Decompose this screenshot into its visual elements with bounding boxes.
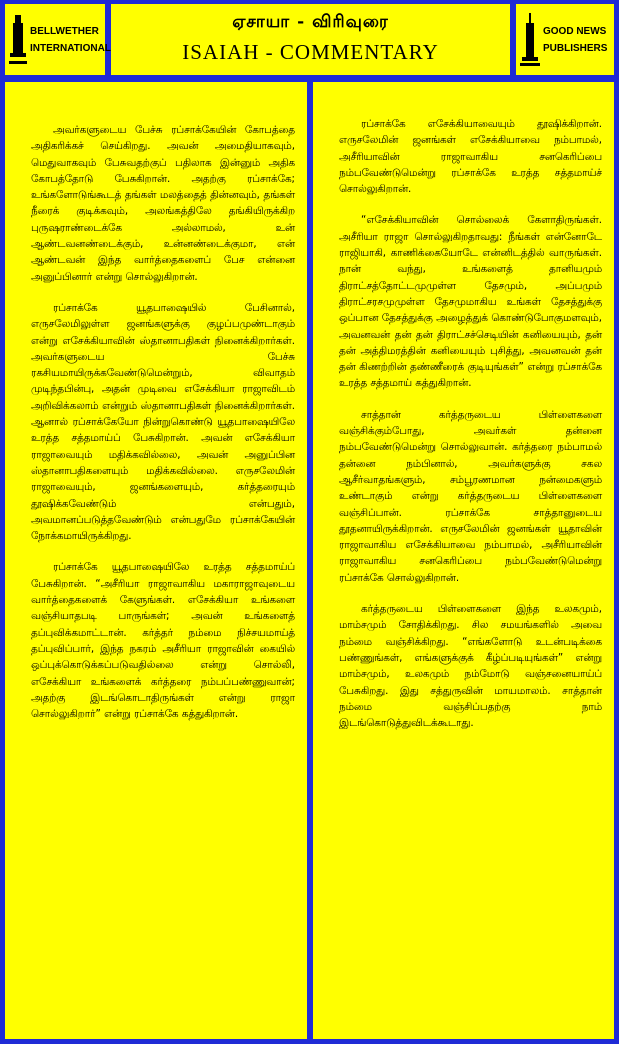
paragraph: ரப்சாக்கே எசேக்கியாவையும் தூஷிக்கிறான். எருசலேமின் ஜனங்கள் எசேக்கியாவை நம்பாமல், அசீரியாவின் ராஜாவாகிய சனகெரிப்பை நம்பவேண்டுமென்று ரப்சாக்கே உரத்த சத்தமாய்ச் சொல்லுகிறான்.	[339, 118, 602, 196]
paragraph: அவர்களுடைய பேச்சு ரப்சாக்கேயின் கோபத்தை அதிகரிக்கச் செய்கிறது. அவன் அமைதியாகவும், மெதுவாகவும் பேசுவதற்குப் பதிலாக இன்னும் அதிக கோபத்தோடு பேசுகிறான். அதற்கு ரப்சாக்கே; உங்களோடுங்கூடத் தங்கள் மலத்தைத் தின்னவும், தங்கள் நீரைக் குடிக்கவும், அலங்கத்திலே தங்கியிருக்கிற புருஷராண்டைக்கே அல்லாமல், உன் ஆண்டவனண்டைக்கும், உன்னண்டைக்குமா, என் ஆண்டவன் இந்த வார்த்தைகளைப் பேச என்னை அனுப்பினார் என்று சொல்லுகிறான்.	[31, 124, 295, 283]
right-column	[313, 82, 614, 1039]
page-header	[111, 4, 510, 75]
bellwether-logo	[5, 4, 111, 75]
paragraph: கர்த்தருடைய பிள்ளைகளை இந்த உலகமும், மாம்சமும் சோதிக்கிறது. சில சமயங்களில் அவை நம்மை வஞ்சிக்கிறது. “எங்களோடு உடன்படிக்கை பண்ணுங்கள், எங்களுக்குக் கீழ்ப்படியுங்கள்” என்று மாம்சமும், உலகமும் நம்மோடு வஞ்சனையாய்ப் பேசுகிறது. இது சத்துருவின் மாயமாலம். சாத்தான் நம்மை வஞ்சிப்பதற்கு நாம் இடங்கொடுத்துவிடக்கூடாது.	[339, 603, 602, 730]
good-news-tower-icon	[520, 11, 540, 69]
title-english: ISAIAH - COMMENTARY	[182, 40, 439, 64]
good-news-logo	[516, 4, 614, 75]
paragraph: “எசேக்கியாவின் சொல்லைக் கேளாதிருங்கள். அசீரியா ராஜா சொல்லுகிறதாவது: நீங்கள் என்னோடே ராஜியாகி, காணிக்கையோடே என்னிடத்தில் வாருங்கள். நான் வந்து, உங்களைத் தானியமும் திராட்சத்தோட்டமுமுள்ள தேசமும், அப்பமும் திராட்சரசமுமுள்ள தேசமுமாகிய உங்கள் தேசத்துக்கு ஒப்பான தேசத்துக்கு அழைத்துக் கொண்டுபோகுமளவும், அவனவன் தன் தன் திராட்சச்செடியின் கனியையும், தன் தன் அத்திமரத்தின் கனியையும் புசித்து, அவனவன் தன் தன் கிணற்றின் தண்ணீரைக் குடியுங்கள்” என்று ரப்சாக்கே உரத்த சத்தமாய் கத்துகிறான்.	[339, 214, 602, 390]
bellwether-ram-icon	[9, 11, 27, 69]
logo-right-line2: PUBLISHERS	[543, 42, 608, 54]
paragraph: சாத்தான் கர்த்தருடைய பிள்ளைகளை வஞ்சிக்கும்போது, அவர்கள் தன்னை நம்பவேண்டுமென்று சொல்லுவான். கர்த்தரை நம்பாமல் தன்னை நம்பினால், அவர்களுக்கு சகல ஆசீர்வாதங்களும், சம்பூரணமான நன்மைகளும் உண்டாகும் என்று கர்த்தருடைய பிள்ளைகளை வஞ்சிப்பான். ரப்சாக்கே சாத்தானுடைய தூதனாயிருக்கிறான். எருசலேமின் ஜனங்கள் யூதாவின் ராஜாவாகிய எசேக்கியாவை நம்பாமல், அசீரியாவின் ராஜாவாகிய சனகெரிப்பை நம்பவேண்டுமென்று ரப்சாக்கே சொல்லுகிறான்.	[339, 408, 602, 584]
logo-left-line2: INTERNATIONAL	[30, 42, 111, 54]
left-column	[5, 82, 307, 1039]
title-tamil: ஏசாயா - விரிவுரை	[232, 12, 389, 32]
paragraph: ரப்சாக்கே யூதபாஷையிலே உரத்த சத்தமாய்ப் பேசுகிறான். “அசீரியா ராஜாவாகிய மகாராஜாவுடைய வார்த்தைகளைக் கேளுங்கள். எசேக்கியா உங்களை வஞ்சியாதபடி பாருங்கள்; அவன் உங்களைத் தப்புவிக்கமாட்டான். கர்த்தர் நம்மை நிச்சயமாய்த் தப்புவிப்பார், இந்த நகரம் அசீரியா ராஜாவின் கையில் ஒப்புக்கொடுக்கப்படுவதில்லை என்று சொல்லி, எசேக்கியா உங்களைக் கர்த்தரை நம்பப்பண்ணுவான்; அதற்கு இடங்கொடாதிருங்கள் என்று ராஜா சொல்லுகிறார்” என்று ரப்சாக்கே கத்துகிறான்.	[31, 561, 295, 721]
paragraph: ரப்சாக்கே யூதபாஷையில் பேசினால், எருசலேமிலுள்ள ஜனங்களுக்கு குழப்பமுண்டாகும் என்று எசேக்கியாவின் ஸ்தானாபதிகள் நினைக்கிறார்கள். அவர்களுடைய பேச்சு ரகசியமாயிருக்கவேண்டுமென்றும், விவாதம் முடிந்தபின்பு, அதன் முடிவை எசேக்கியா ராஜாவிடம் அறிவிக்கலாம் என்றும் ஸ்தானாபதிகள் நினைக்கிறார்கள். ஆனால் ரப்சாக்கேயோ நின்றுகொண்டு யூதபாஷையிலே உரத்த சத்தமாய்ப் பேசுகிறான். அவன் எசேக்கியா ராஜாவையும் மதிக்கவில்லை, அவன் அனுப்பின ஸ்தானாபதிகளையும் மதிக்கவில்லை. எருசலேமின் ராஜாவையும், ஜனங்களையும், கர்த்தரையும் தூஷிக்கவேண்டும் என்பதும், அவமானப்படுத்தவேண்டும் என்பதுமே ரப்சாக்கேயின் நோக்கமாயிருக்கிறது.	[31, 301, 295, 543]
logo-right-line1: GOOD NEWS	[543, 25, 607, 37]
logo-left-line1: BELLWETHER	[30, 25, 99, 37]
